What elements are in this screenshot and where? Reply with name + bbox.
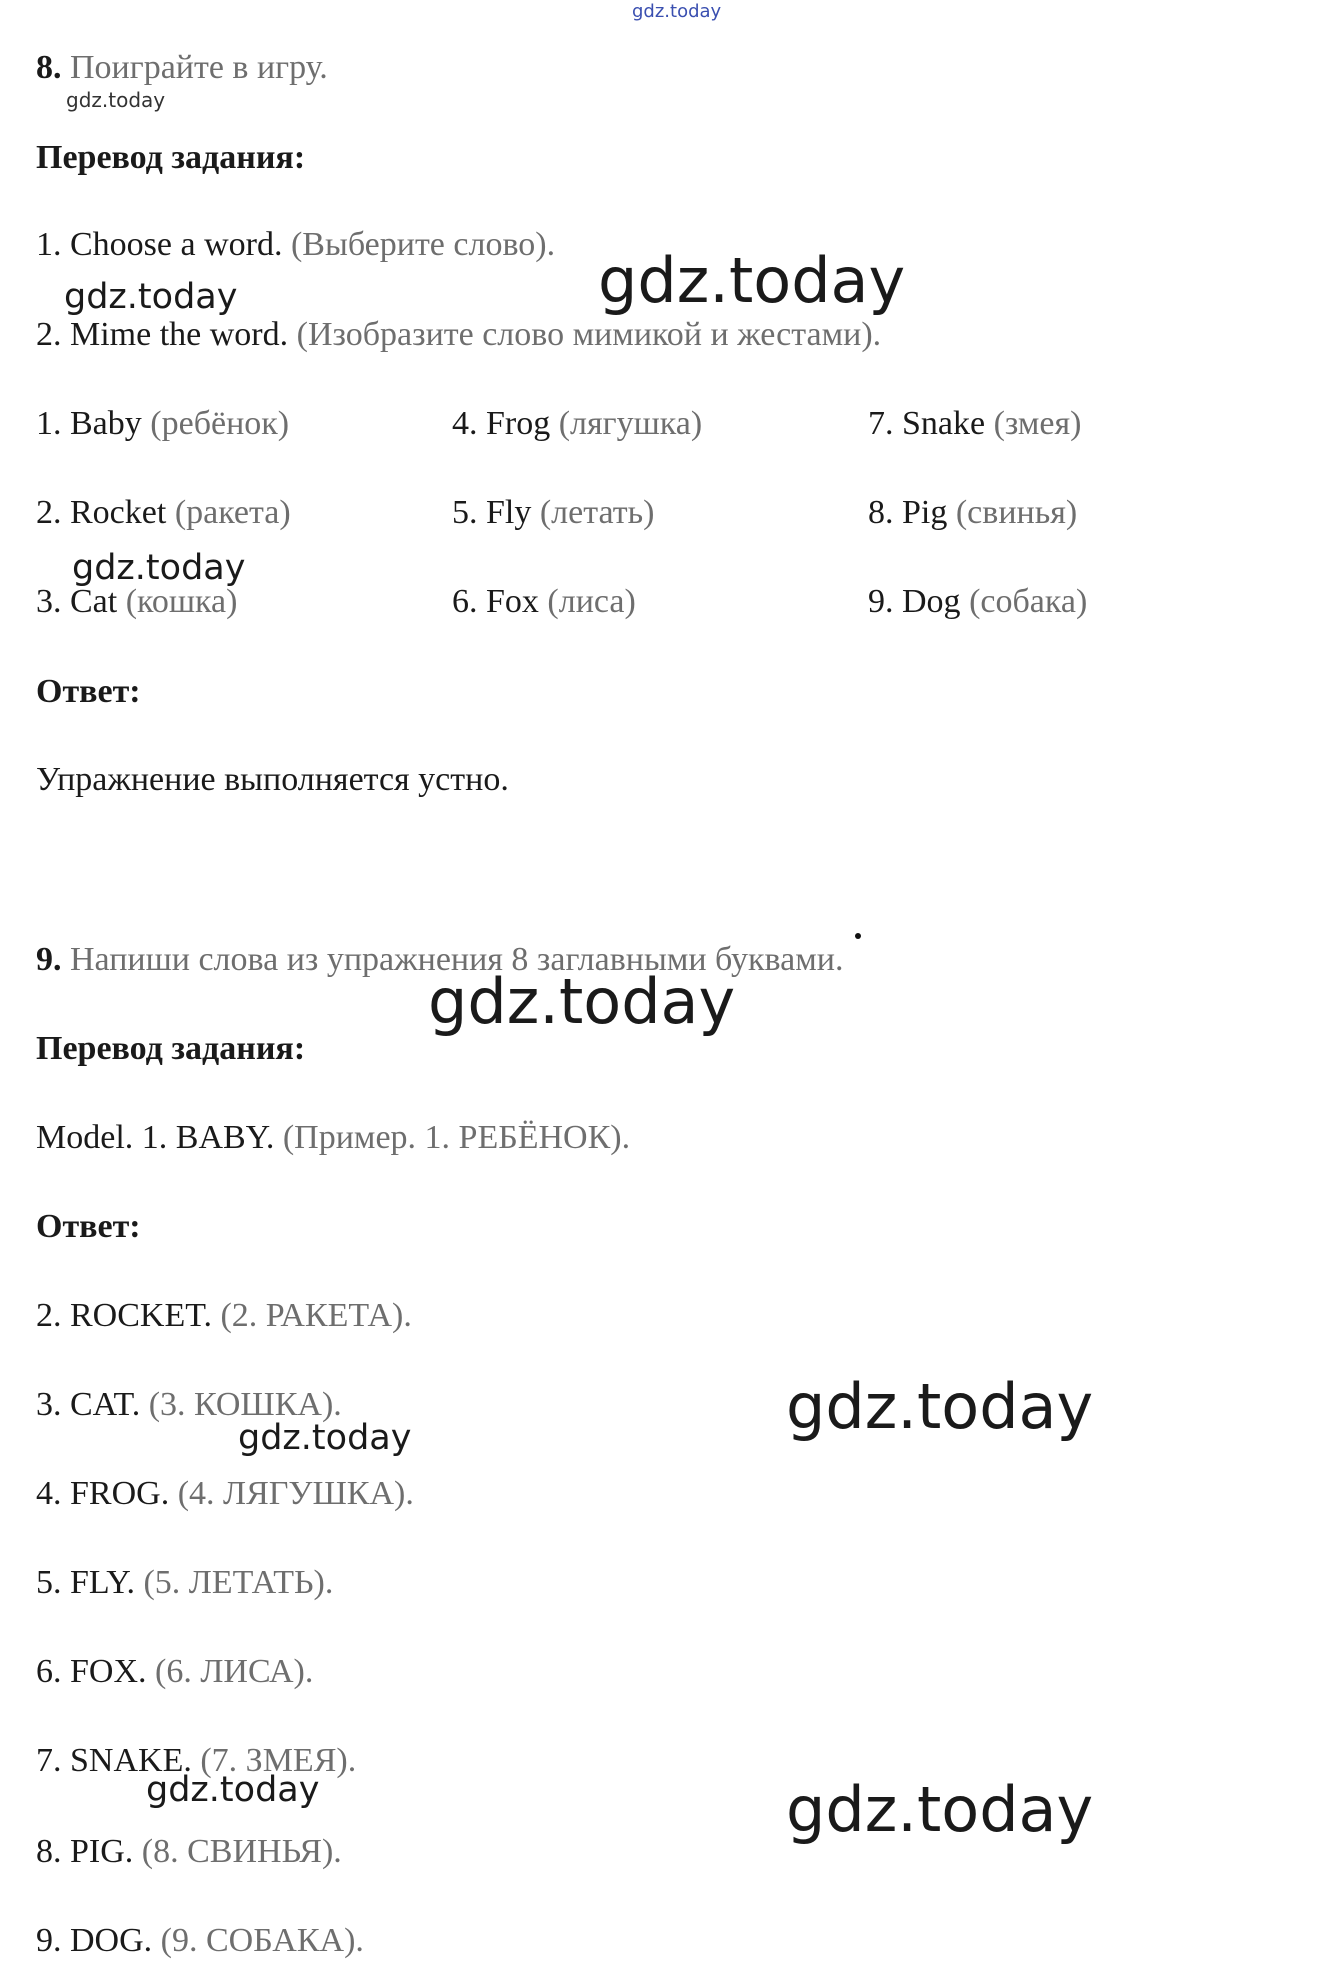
word-ru: (летать): [539, 494, 655, 531]
word-item: [452, 493, 654, 533]
watermark: gdz.today: [428, 965, 736, 1038]
translation-heading: Перевод задания:: [36, 1030, 306, 1067]
exercise-title: Поиграйте в игру.: [70, 49, 328, 86]
answer-ru: (9. СОБАКА).: [160, 1922, 364, 1959]
instruction-en: 2. Mime the word.: [36, 316, 289, 353]
watermark: gdz.today: [66, 88, 166, 112]
answer-ru: (2. РАКЕТА).: [220, 1297, 412, 1334]
word-ru: (лиса): [547, 583, 636, 620]
watermark: gdz.today: [786, 1370, 1094, 1443]
word-en: 3. Cat: [36, 583, 118, 620]
translation-heading: Перевод задания:: [36, 139, 306, 176]
word-item: [452, 582, 636, 622]
answer-item: [36, 1563, 333, 1603]
model-ru: (Пример. 1. РЕБЁНОК).: [282, 1119, 631, 1156]
answer-en: 3. CAT.: [36, 1386, 141, 1423]
instruction-line: [36, 225, 555, 265]
answer-en: 2. ROCKET.: [36, 1297, 212, 1334]
answer-en: 7. SNAKE.: [36, 1742, 192, 1779]
answer-ru: (6. ЛИСА).: [155, 1653, 314, 1690]
word-en: 1. Baby: [36, 405, 142, 442]
instruction-ru: (Выберите слово).: [290, 226, 556, 263]
word-item: [36, 493, 291, 533]
answer-ru: (7. ЗМЕЯ).: [200, 1742, 357, 1779]
answer-heading: Ответ:: [36, 1208, 141, 1245]
word-item: [36, 582, 237, 622]
watermark: gdz.today: [72, 548, 246, 588]
answer-en: 4. FROG.: [36, 1475, 170, 1512]
watermark: gdz.today: [786, 1773, 1094, 1846]
word-en: 4. Frog: [452, 405, 551, 442]
answer-item: [36, 1921, 364, 1961]
exercise-number: 9.: [36, 941, 62, 978]
word-item: [868, 404, 1081, 444]
word-ru: (свинья): [955, 494, 1078, 531]
word-ru: (лягушка): [558, 405, 703, 442]
answer-en: 9. DOG.: [36, 1922, 153, 1959]
word-ru: (змея): [993, 405, 1082, 442]
word-en: 9. Dog: [868, 583, 961, 620]
stray-dot: [855, 933, 861, 939]
word-en: 2. Rocket: [36, 494, 167, 531]
answer-item: [36, 1474, 414, 1514]
answer-ru: (5. ЛЕТАТЬ).: [143, 1564, 334, 1601]
word-ru: (ребёнок): [150, 405, 290, 442]
instruction-ru: (Изобразите слово мимикой и жестами).: [296, 316, 882, 353]
answer-en: 8. PIG.: [36, 1833, 134, 1870]
model-en: Model. 1. BABY.: [36, 1119, 275, 1156]
instruction-en: 1. Choose a word.: [36, 226, 283, 263]
answer-en: 6. FOX.: [36, 1653, 147, 1690]
answer-ru: (4. ЛЯГУШКА).: [177, 1475, 414, 1512]
word-en: 6. Fox: [452, 583, 539, 620]
word-ru: (ракета): [174, 494, 291, 531]
word-en: 7. Snake: [868, 405, 986, 442]
word-item: [868, 582, 1087, 622]
watermark-top: gdz.today: [632, 1, 722, 22]
watermark: gdz.today: [598, 244, 906, 317]
word-item: [452, 404, 702, 444]
answer-item: [36, 1296, 412, 1336]
instruction-line: [36, 315, 881, 355]
answer-ru: (8. СВИНЬЯ).: [141, 1833, 342, 1870]
watermark: gdz.today: [146, 1770, 320, 1810]
word-en: 8. Pig: [868, 494, 948, 531]
answer-item: [36, 1832, 342, 1872]
answer-text: Упражнение выполняется устно.: [36, 761, 509, 798]
exercise-8-title: [36, 48, 328, 88]
answer-en: 5. FLY.: [36, 1564, 135, 1601]
model-line: [36, 1118, 630, 1158]
word-ru: (кошка): [125, 583, 238, 620]
answer-item: [36, 1652, 313, 1692]
word-ru: (собака): [969, 583, 1088, 620]
word-item: [36, 404, 289, 444]
exercise-title: Напиши слова из упражнения 8 заглавными буквами.: [70, 941, 844, 978]
word-en: 5. Fly: [452, 494, 532, 531]
word-item: [868, 493, 1077, 533]
exercise-number: 8.: [36, 49, 62, 86]
watermark: gdz.today: [64, 277, 238, 317]
watermark: gdz.today: [238, 1418, 412, 1458]
answer-heading: Ответ:: [36, 673, 141, 710]
answer-ru: (3. КОШКА).: [148, 1386, 342, 1423]
